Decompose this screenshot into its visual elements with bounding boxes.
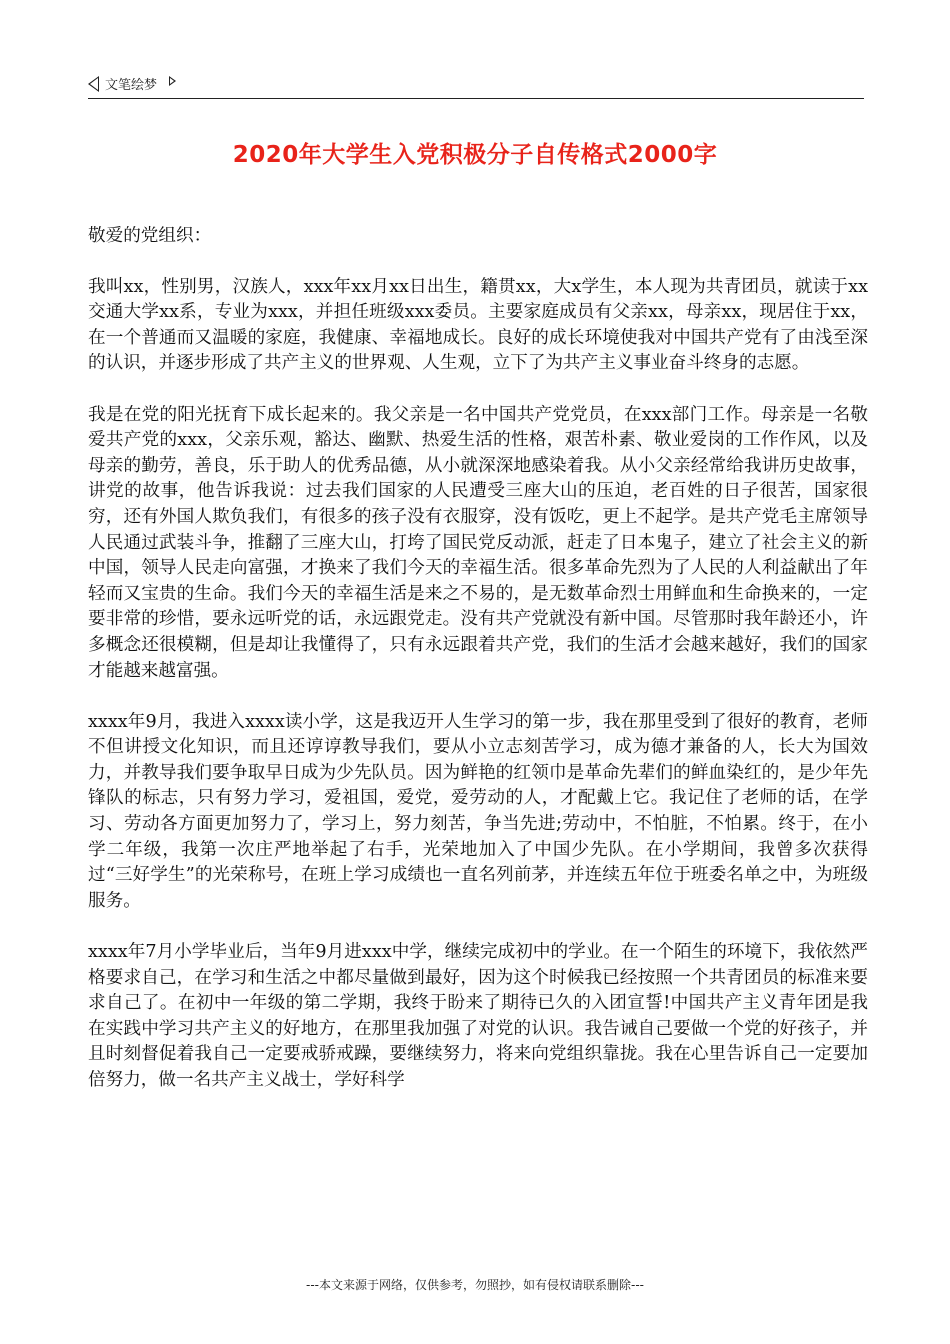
document-title: 2020年大学生入党积极分子自传格式2000字 — [232, 142, 718, 168]
paragraph-3: xxxx年9月，我进入xxxx读小学，这是我迈开人生学习的第一步，我在那里受到了很好的教育，老师不但讲授文化知识，而且还谆谆教导我们，要从小立志刻苦学习，成为德才兼备的人，长大为国效力，并教导我们要争取早日成为少先队员。因为鲜艳的红领巾是革命先辈们的鲜血染红的，是少年先锋队的标志，只有努力学习，爱祖国，爱党，爱劳动的人，才配戴上它。我记住了老师的话，在学习、劳动各方面更加努力了，学习上，努力刻苦，争当先进;劳动中，不怕脏，不怕累。终于，在小学二年级，我第一次庄严地举起了右手，光荣地加入了中国少先队。在小学期间，我曾多次获得过“三好学生”的光荣称号，在班上学习成绩也一直名列前茅，并连续五年位于班委名单之中，为班级服务。 — [88, 711, 868, 911]
triangle-left-icon — [88, 76, 99, 92]
header-brand-text: 文笔绘梦 — [105, 78, 158, 93]
header-brand-group — [88, 74, 176, 93]
paragraph-4: xxxx年7月小学毕业后，当年9月进xxx中学，继续完成初中的学业。在一个陌生的环境下，我依然严格要求自己，在学习和生活之中都尽量做到最好，因为这个时候我已经按照一个共青团员的标准来要求自己了。在初中一年级的第二学期，我终于盼来了期待已久的入团宣誓!中国共产主义青年团是我在实践中学习共产主义的好地方，在那里我加强了对党的认识。我告诫自己要做一个党的好孩子，并且时刻督促着我自己一定要戒骄戒躁，要继续努力，将来向党组织靠拢。我在心里告诉自己一定要加倍努力，做一名共产主义战士，学好科学 — [88, 942, 868, 1090]
document-body — [88, 224, 868, 1119]
triangle-right-icon — [169, 76, 176, 86]
paragraph-1: 我叫xx，性别男，汉族人，xxx年xx月xx日出生，籍贯xx，大x学生，本人现为共青团员，就读于xx交通大学xx系，专业为xxx，并担任班级xxx委员。主要家庭成员有父亲xx，母亲xx，现居住于xx，在一个普通而又温暖的家庭，我健康、幸福地成长。良好的成长环境使我对中国共产党有了由浅至深的认识，并逐步形成了共产主义的世界观、人生观，立下了为共产主义事业奋斗终身的志愿。 — [88, 276, 868, 374]
page-header — [88, 72, 864, 99]
salutation: 敬爱的党组织： — [88, 226, 212, 246]
footer-notice: ---本文来源于网络，仅供参考，勿照抄，如有侵权请联系删除--- — [306, 1278, 644, 1292]
paragraph-2: 我是在党的阳光抚育下成长起来的。我父亲是一名中国共产党党员，在xxx部门工作。母亲是一名敬爱共产党的xxx，父亲乐观，豁达、幽默、热爱生活的性格，艰苦朴素、敬业爱岗的工作作风，以及母亲的勤劳，善良，乐于助人的优秀品德，从小就深深地感染着我。从小父亲经常给我讲历史故事，讲党的故事，他告诉我说：过去我们国家的人民遭受三座大山的压迫，老百姓的日子很苦，国家很穷，还有外国人欺负我们，有很多的孩子没有衣服穿，没有饭吃，更上不起学。是共产党毛主席领导人民通过武装斗争，推翻了三座大山，打垮了国民党反动派，赶走了日本鬼子，建立了社会主义的新中国，领导人民走向富强，才换来了我们今天的幸福生活。很多革命先烈为了人民的人利益献出了年轻而又宝贵的生命。我们今天的幸福生活是来之不易的，是无数革命烈士用鲜血和生命换来的，一定要非常的珍惜，要永远听党的话，永远跟党走。没有共产党就没有新中国。尽管那时我年龄还小，许多概念还很模糊，但是却让我懂得了，只有永远跟着共产党，我们的生活才会越来越好，我们的国家才能越来越富强。 — [88, 404, 868, 681]
